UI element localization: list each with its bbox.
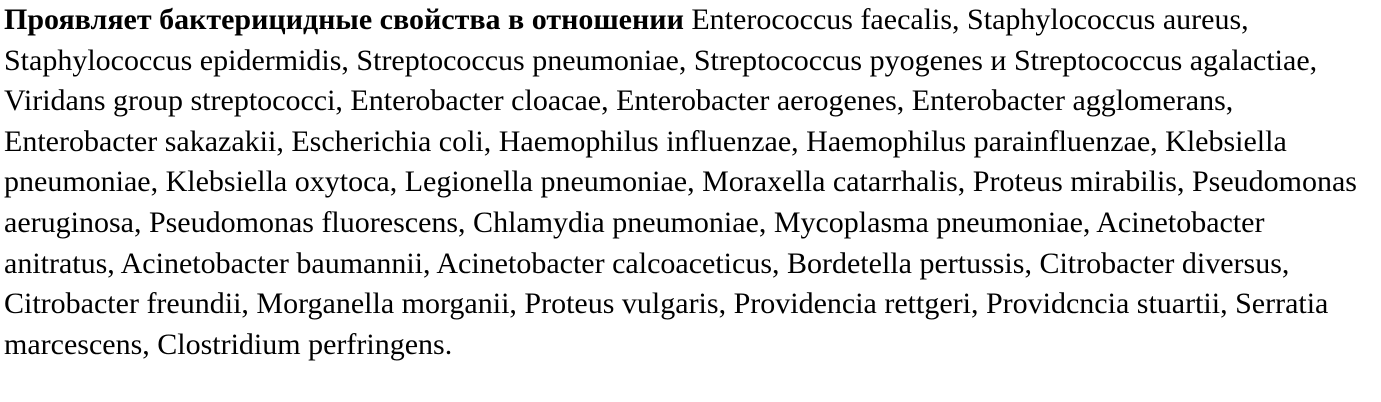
lead-phrase: Проявляет бактерицидные свойства в отношении <box>4 3 684 36</box>
organism-list: Enterococcus faecalis, Staphylococcus aureus, Staphylococcus epidermidis, Streptococcus pneumoniae, Streptococcus pyogenes и Streptococcus agalactiae, Viridans group streptococci, Enterobacter cloacae, Enterobacter aerogenes, Enterobacter agglomerans, Enterobacter sakazakii, Escherichia coli, Haemophilus influenzae, Haemophilus parainfluenzae, Klebsiella pneumoniae, Klebsiella oxytoca, Legionella pneumoniae, Moraxella catarrhalis, Proteus mirabilis, Pseudomonas aeruginosa, Pseudomonas fluorescens, Chlamydia pneumoniae, Mycoplasma pneumoniae, Acinetobacter anitratus, Acinetobacter baumannii, Acinetobacter calcoaceticus, Bordetella pertussis, Citrobacter diversus, Citrobacter freundii, Morganella morganii, Proteus vulgaris, Providencia rettgeri, Providcncia stuartii, Serratia marcescens, Clostridium perfringens. <box>4 3 1357 361</box>
body-paragraph <box>4 0 1377 365</box>
